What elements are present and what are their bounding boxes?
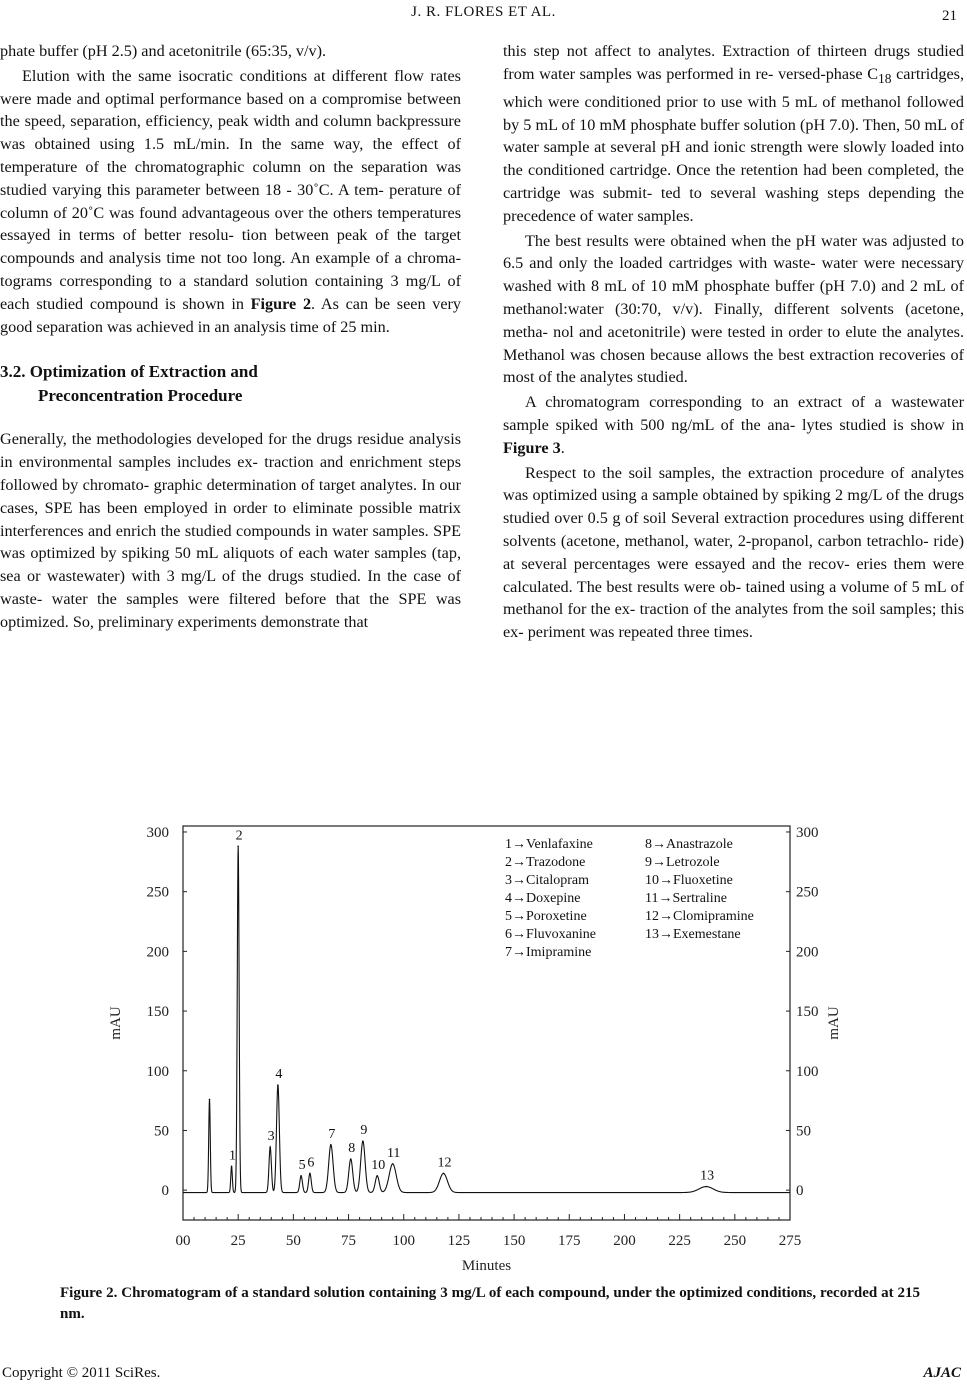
chart-legend bbox=[505, 837, 754, 960]
legend-entry: 13→Exemestane bbox=[645, 927, 741, 942]
x-tick-label: 100 bbox=[392, 1233, 415, 1249]
peak-label-11: 11 bbox=[386, 1145, 401, 1161]
paragraph: The best results were obtained when the pH water was adjusted to 6.5 and only the loaded cartridges with waste- water were necessary washed with 8 mL of 10 mM phosphate buffer (pH 7.0) and 2 mL of methanol:water (30:70, v/v). Finally, different solvents (acetone, metha- nol and acetonitrile) were tested in order to elute the analytes. Methanol was chosen because allows the best extraction recoveries of most of the analytes studied. bbox=[503, 231, 964, 387]
peak-label-4: 4 bbox=[275, 1067, 283, 1083]
paragraph: Generally, the methodologies developed for the drugs residue analysis in environmental samples includes ex- traction and enrichment steps followed by chromato- graphic determination of target analytes. In our cases, SPE has been employed in order to eliminate possible matrix interferences and enrich the studied compounds in water samples. SPE was optimized by spiking 50 mL aliquots of each water samples (tap, sea or wastewater) with 3 mg/L of the drugs studied. In the case of waste- water the samples were filtered before that the SPE was optimized. So, preliminary experiments demonstrate that bbox=[0, 430, 461, 631]
page-number: 21 bbox=[942, 8, 957, 24]
section-heading bbox=[0, 360, 461, 408]
legend-entry: 4→Doxepine bbox=[505, 891, 581, 906]
y-tick-label-left: 200 bbox=[146, 944, 169, 961]
x-tick-label: 150 bbox=[502, 1233, 526, 1249]
paragraph bbox=[503, 391, 964, 459]
figure-reference[interactable]: Figure 2 bbox=[250, 294, 312, 313]
paragraph-text: this step not affect to analytes. Extraction of thirteen drugs studied from water samples was performed in re- versed-phase C bbox=[503, 42, 964, 83]
x-tick-label: 225 bbox=[668, 1233, 691, 1249]
x-tick-label: 75 bbox=[341, 1233, 357, 1249]
peak-marker bbox=[392, 1163, 394, 1165]
legend-entry: 11→Sertraline bbox=[645, 891, 727, 906]
legend-entry: 5→Poroxetine bbox=[505, 909, 587, 924]
page-header bbox=[0, 4, 967, 28]
y-axis-label-left: mAU bbox=[108, 1006, 124, 1040]
x-tick-label: 250 bbox=[723, 1233, 747, 1249]
legend-entry: 7→Imipramine bbox=[505, 945, 592, 960]
x-tick-label: 175 bbox=[558, 1233, 581, 1249]
paragraph bbox=[0, 65, 461, 339]
peak-marker bbox=[237, 845, 239, 847]
y-tick-label-right: 0 bbox=[796, 1183, 804, 1200]
legend-entry: 9→Letrozole bbox=[645, 855, 720, 870]
peak-label-12: 12 bbox=[437, 1155, 452, 1171]
peak-marker bbox=[330, 1144, 332, 1146]
legend-entry: 10→Fluoxetine bbox=[645, 873, 733, 888]
peak-label-10: 10 bbox=[371, 1157, 386, 1173]
running-head: J. R. FLORES ET AL. bbox=[411, 4, 556, 20]
peak-label-6: 6 bbox=[307, 1155, 315, 1171]
peak-label-5: 5 bbox=[298, 1157, 306, 1173]
legend-entry: 2→Trazodone bbox=[505, 855, 586, 870]
chromatogram-chart bbox=[100, 818, 900, 1278]
peak-marker bbox=[443, 1173, 445, 1175]
y-tick-label-left: 50 bbox=[154, 1123, 169, 1140]
y-tick-label-right: 100 bbox=[796, 1063, 819, 1080]
peak-marker bbox=[269, 1146, 271, 1148]
subscript: 18 bbox=[878, 71, 892, 87]
peak-label-3: 3 bbox=[267, 1129, 275, 1145]
x-tick-label: 25 bbox=[230, 1233, 246, 1249]
figure-chromatogram bbox=[100, 818, 900, 1278]
left-column bbox=[0, 40, 461, 636]
y-tick-label-left: 0 bbox=[161, 1183, 169, 1200]
x-tick-label: 125 bbox=[447, 1233, 471, 1249]
peak-label-13: 13 bbox=[700, 1168, 715, 1184]
peak-marker bbox=[277, 1084, 279, 1086]
legend-entry: 8→Anastrazole bbox=[645, 837, 733, 852]
paragraph: phate buffer (pH 2.5) and acetonitrile (65:35, v/v). bbox=[0, 42, 327, 60]
x-tick-label: 275 bbox=[778, 1233, 802, 1249]
y-tick-label-left: 100 bbox=[146, 1063, 169, 1080]
paragraph-text: cartridges, which were conditioned prior to use with 5 mL of methanol followed by 5 mL of 10 mM phosphate buffer solution (pH 7.0). Then, 50 mL of water sample at several pH and ionic strength were slowly loaded into the conditioned cartridge. Once the retention had been completed, the cartridge was submit- ted to several washing steps depending the precedence of water samples. bbox=[503, 64, 964, 225]
y-tick-label-right: 300 bbox=[796, 824, 819, 841]
heading-line: 3.2. Optimization of Extraction and bbox=[0, 362, 258, 382]
legend-entry: 12→Clomipramine bbox=[645, 909, 754, 924]
legend-entry: 3→Citalopram bbox=[505, 873, 589, 888]
peak-marker bbox=[362, 1140, 364, 1142]
peak-marker bbox=[350, 1158, 352, 1160]
figure-reference[interactable]: Figure 3 bbox=[503, 438, 561, 457]
legend-entry: 6→Fluvoxanine bbox=[505, 927, 596, 942]
peak-label-2: 2 bbox=[235, 828, 243, 844]
paragraph-text: . bbox=[560, 438, 565, 457]
peak-marker bbox=[231, 1165, 233, 1167]
peak-label-7: 7 bbox=[328, 1126, 336, 1142]
x-axis-label: Minutes bbox=[461, 1258, 512, 1274]
peak-marker bbox=[705, 1186, 707, 1188]
journal-name: AJAC bbox=[923, 1365, 961, 1381]
y-tick-label-right: 150 bbox=[796, 1004, 819, 1021]
peak-label-9: 9 bbox=[360, 1123, 368, 1139]
peak-marker bbox=[309, 1173, 311, 1175]
y-tick-label-right: 50 bbox=[796, 1123, 811, 1140]
heading-line: Preconcentration Procedure bbox=[38, 386, 243, 406]
peak-label-8: 8 bbox=[348, 1141, 356, 1157]
y-tick-label-left: 250 bbox=[146, 884, 169, 901]
right-column bbox=[503, 40, 964, 646]
paragraph bbox=[503, 40, 964, 228]
y-tick-label-right: 250 bbox=[796, 884, 819, 901]
chart-axes bbox=[108, 825, 842, 1274]
paragraph-text: A chromatogram corresponding to an extract of a wastewater sample spiked with 500 ng/mL of the ana- lytes studied is show in bbox=[503, 393, 964, 434]
x-tick-label: 50 bbox=[285, 1233, 301, 1249]
legend-entry: 1→Venlafaxine bbox=[505, 837, 593, 852]
peak-label-1: 1 bbox=[229, 1148, 237, 1164]
y-tick-label-right: 200 bbox=[796, 944, 819, 961]
figure-caption: Figure 2. Chromatogram of a standard solution containing 3 mg/L of each compound, under the optimized conditions, recorded at 215 nm. bbox=[60, 1285, 920, 1322]
x-tick-label: 200 bbox=[613, 1233, 636, 1249]
peak-labels bbox=[209, 828, 714, 1187]
paragraph-text: Elution with the same isocratic conditions at different flow rates were made and optimal performance based on a compromise between the speed, separation, efficiency, peak width and column backpressure was obtained using 1.5 mL/min. In the same way, the effect of temperature of the chromatographic column on the separation was studied varying this parameter between 18 - 30˚C. A tem- perature of column of 20˚C was found advantageous over the others temperatures essayed in terms of better resolu- tion between peak of the target compounds and analysis time not too long. An example of a chroma- tograms corresponding to a standard solution containing 3 mg/L of each studied compound is shown in bbox=[0, 66, 461, 313]
paragraph-text: . As can be seen very good separation was achieved in an analysis time of 25 min. bbox=[0, 294, 462, 336]
y-tick-label-left: 300 bbox=[146, 824, 169, 841]
y-axis-label-right: mAU bbox=[826, 1006, 842, 1040]
y-tick-label-left: 150 bbox=[146, 1004, 169, 1021]
peak-marker bbox=[209, 1099, 211, 1101]
paragraph: Respect to the soil samples, the extraction procedure of analytes was optimized using a sample obtained by spiking 2 mg/L of the drugs studied over 0.5 g of soil Several extraction procedures using different solvents (acetone, methanol, water, 2-propanol, carbon tetrachlo- ride) at several percentages were essayed and the recov- eries them were calculated. The best results were ob- tained using a volume of 5 mL of methanol for the ex- traction of the analytes from the soil samples; this ex- periment was repeated three times. bbox=[503, 463, 964, 642]
copyright: Copyright © 2011 SciRes. bbox=[2, 1365, 161, 1381]
peak-marker bbox=[300, 1175, 302, 1177]
peak-marker bbox=[376, 1175, 378, 1177]
x-tick-label: 00 bbox=[175, 1233, 191, 1249]
